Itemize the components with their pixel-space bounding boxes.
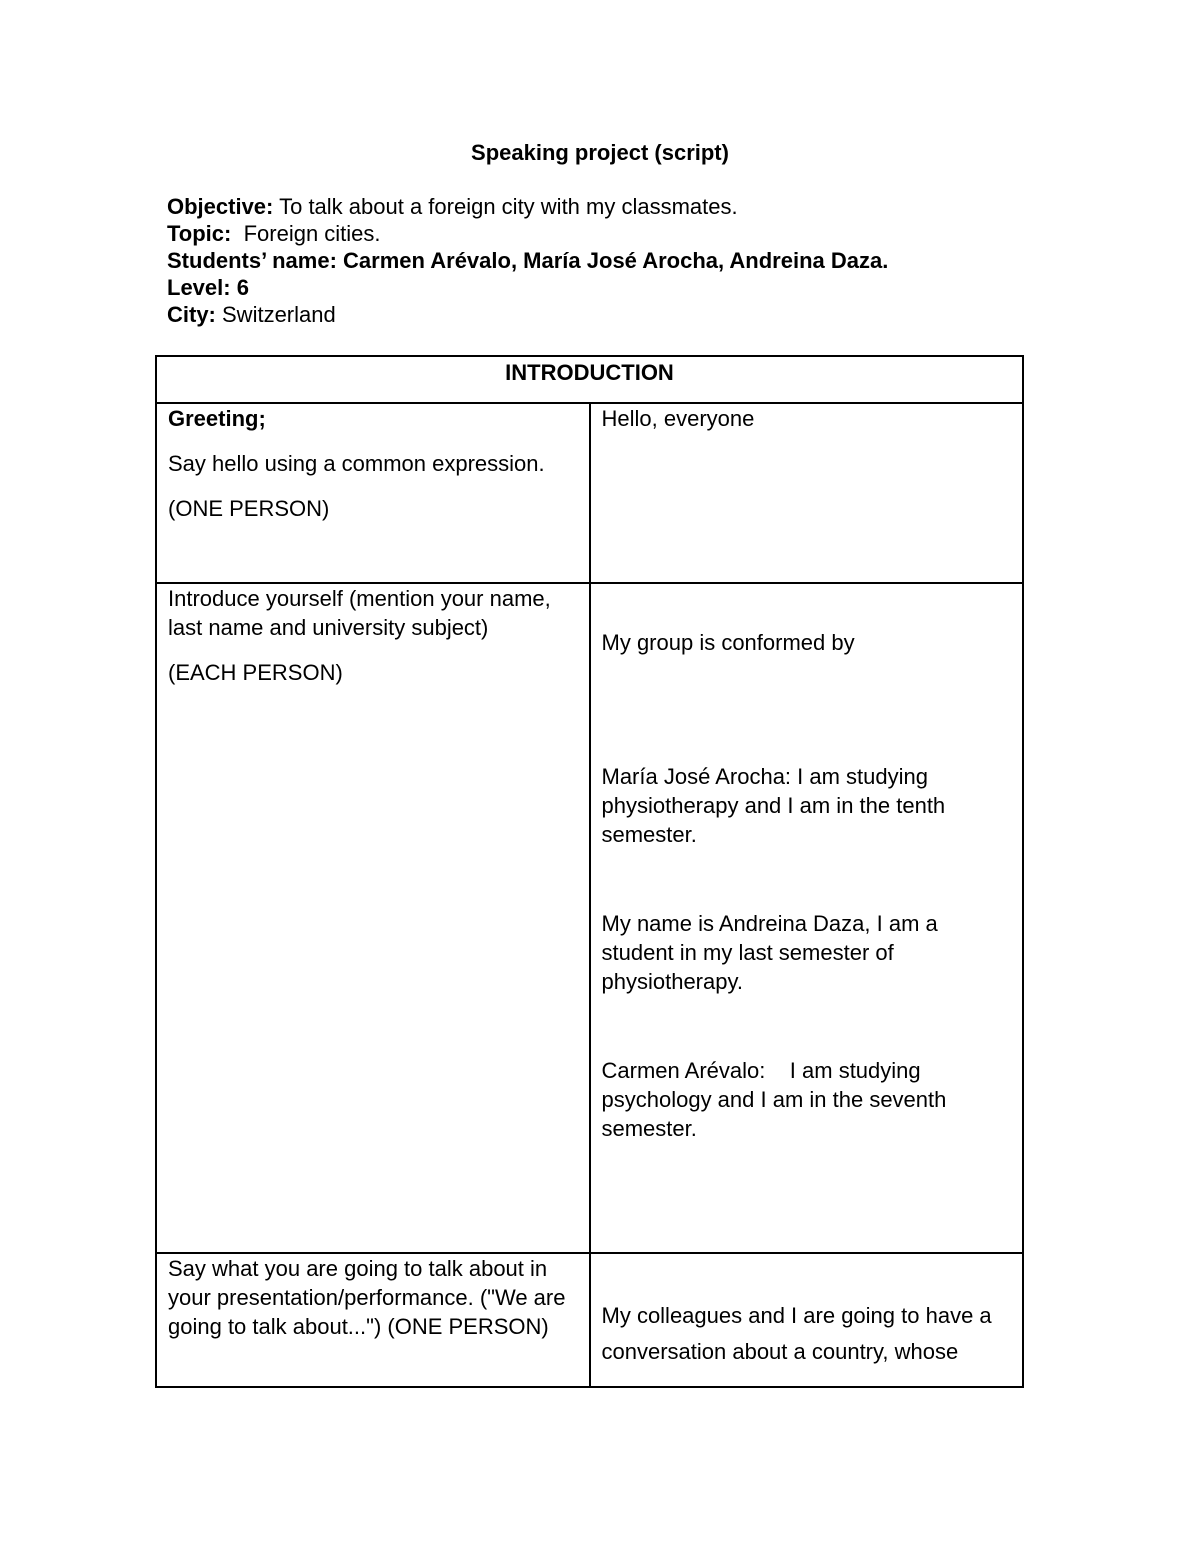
topic-instruction-cell bbox=[156, 1253, 590, 1387]
topic-value: Foreign cities. bbox=[231, 221, 381, 246]
introduce-instruction: Introduce yourself (mention your name, last name and university subject) bbox=[168, 586, 551, 640]
page-title: Speaking project (script) bbox=[471, 140, 729, 165]
level-line bbox=[167, 274, 888, 301]
greeting-instruction-cell bbox=[156, 403, 590, 583]
introduce-note: (EACH PERSON) bbox=[168, 660, 343, 685]
greeting-script-text: Hello, everyone bbox=[601, 406, 755, 431]
objective-value: To talk about a foreign city with my classmates. bbox=[273, 194, 738, 219]
city-label: City: bbox=[167, 302, 216, 327]
topic-label: Topic: bbox=[167, 221, 232, 246]
introduce-group-text: My group is conformed by bbox=[601, 630, 855, 655]
level-label: Level: bbox=[167, 275, 231, 300]
section-heading bbox=[156, 356, 1023, 403]
greeting-script-cell bbox=[590, 403, 1024, 583]
students-line bbox=[167, 247, 888, 274]
objective-line bbox=[167, 193, 888, 220]
objective-label: Objective: bbox=[167, 194, 274, 219]
script-table bbox=[155, 355, 1024, 1388]
city-value: Switzerland bbox=[215, 302, 336, 327]
table-row-topic bbox=[156, 1253, 1023, 1387]
member-3-text: Carmen Arévalo: I am studying psychology and I am in the seventh semester. bbox=[601, 1058, 953, 1141]
topic-script-text: My colleagues and I are going to have a conversation about a country, whose bbox=[601, 1303, 992, 1364]
greeting-note: (ONE PERSON) bbox=[168, 496, 330, 521]
students-value: Carmen Arévalo, María José Arocha, Andreina Daza. bbox=[336, 248, 889, 273]
topic-instruction: Say what you are going to talk about in your presentation/performance. ("We are going to talk about...") (ONE PERSON) bbox=[168, 1256, 566, 1339]
section-heading-row bbox=[156, 356, 1023, 403]
project-details bbox=[167, 193, 888, 328]
students-label: Students’ name: bbox=[167, 248, 337, 273]
level-value: 6 bbox=[230, 275, 249, 300]
city-line bbox=[167, 301, 888, 328]
greeting-instruction: Say hello using a common expression. bbox=[168, 451, 545, 476]
table-row-greeting bbox=[156, 403, 1023, 583]
introduce-script-cell bbox=[590, 583, 1024, 1253]
section-heading-text: INTRODUCTION bbox=[505, 360, 674, 385]
topic-line bbox=[167, 220, 888, 247]
introduce-instruction-cell bbox=[156, 583, 590, 1253]
table-row-introduce bbox=[156, 583, 1023, 1253]
greeting-heading: Greeting; bbox=[168, 406, 266, 431]
member-1-text: María José Arocha: I am studying physiotherapy and I am in the tenth semester. bbox=[601, 764, 946, 847]
member-2-text: My name is Andreina Daza, I am a student in my last semester of physiotherapy. bbox=[601, 911, 938, 994]
topic-script-cell bbox=[590, 1253, 1024, 1387]
